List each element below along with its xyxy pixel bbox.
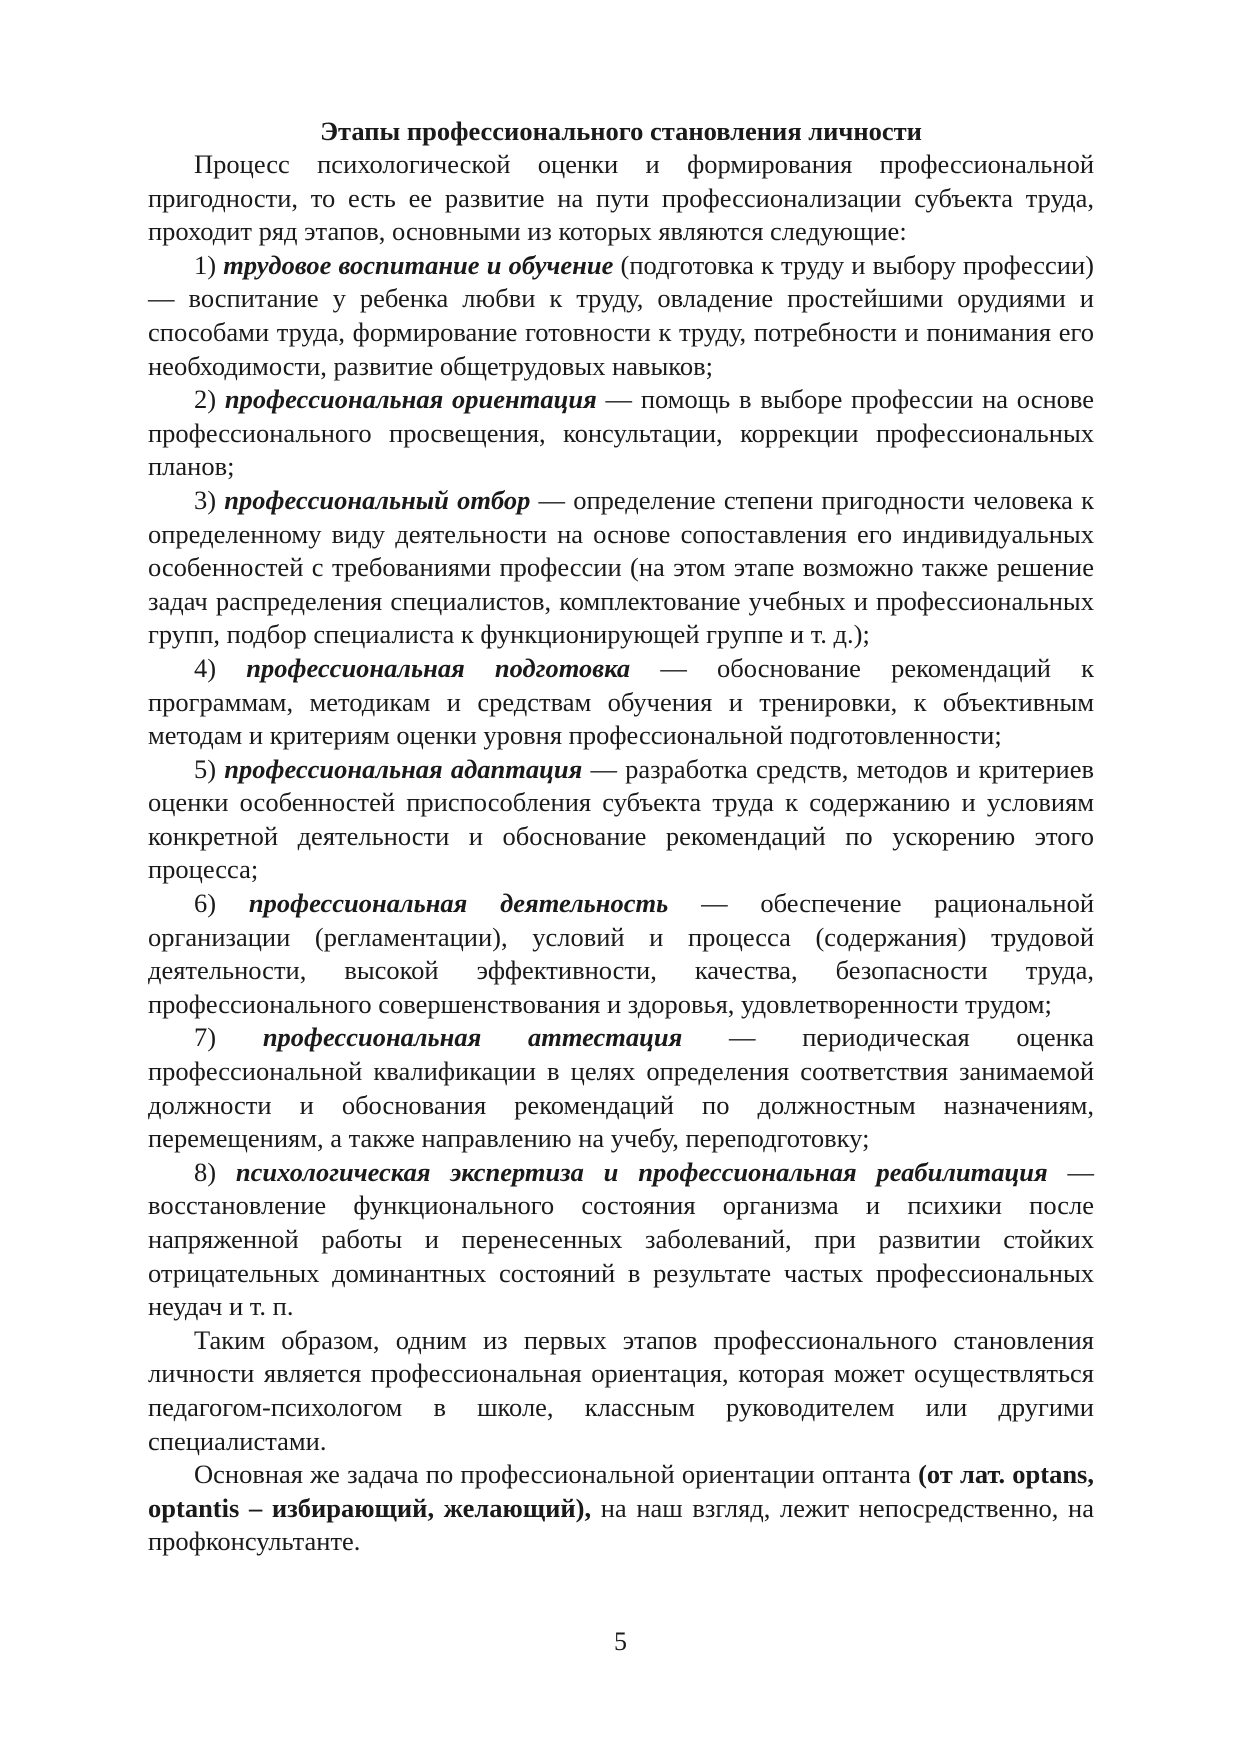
stage-item-8 [148, 1156, 1094, 1324]
stage-description: — обеспечение рациональной организации (регламентации), условий и процесса (содержания) трудовой деятельности, высокой эффективности, качества, безопасности труда, профессионального совершенствования и здоровья, удовлетворенности трудом; [148, 888, 1094, 1019]
stage-description: — восстановление функционального состояния организма и психики после напряженной работы и перенесенных заболеваний, при развитии стойких отрицательных доминантных состояний в результате частых профессиональных неудач и т. п. [148, 1156, 1095, 1322]
stage-term: профессиональная деятельность [248, 888, 669, 919]
document-page [148, 115, 1094, 1559]
stage-item-4 [148, 652, 1094, 753]
stage-description: — обоснование рекомендаций к программам, методикам и средствам обучения и тренировки, к объективным методам и критериям оценки уровня профессиональной подготовленности; [148, 652, 1095, 751]
stage-item-5 [148, 753, 1094, 887]
final-text-after: на наш взгляд, лежит непосредственно, на профконсультанте. [148, 1492, 1094, 1557]
stage-item-1 [148, 249, 1094, 383]
stage-description: — периодическая оценка профессиональной квалификации в целях определения соответствия занимаемой должности и обоснования рекомендаций по должностным назначениям, перемещениям, а также направлению на учебу, переподготовку; [148, 1022, 1095, 1154]
stage-number: 2) [194, 384, 217, 415]
stage-term: профессиональная ориентация [224, 384, 597, 415]
stage-number: 4) [194, 652, 217, 683]
stage-number: 5) [194, 753, 217, 784]
stage-number: 8) [194, 1156, 217, 1187]
page-title: Этапы профессионального становления личности [320, 116, 922, 146]
stage-item-2 [148, 383, 1094, 484]
stage-term: профессиональная адаптация [224, 753, 583, 784]
stage-number: 7) [194, 1022, 217, 1053]
stage-term: психологическая экспертиза и профессиональная реабилитация [235, 1156, 1048, 1187]
stage-term: профессиональный отбор [224, 484, 531, 515]
intro-paragraph: Процесс психологической оценки и формирования профессиональной пригодности, то есть ее развитие на пути профессионализации субъекта труда, проходит ряд этапов, основными из которых являются следующие: [148, 149, 1094, 247]
final-text-before: Основная же задача по профессиональной ориентации оптанта [194, 1459, 911, 1490]
stage-term: трудовое воспитание и обучение [223, 249, 614, 280]
stage-term: профессиональная подготовка [246, 652, 631, 683]
stage-number: 3) [194, 484, 217, 515]
stage-item-7 [148, 1021, 1094, 1155]
stage-description: (подготовка к труду и выбору профессии) — воспитание у ребенка любви к труду, овладение простейшими орудиями и способами труда, формирование готовности к труду, потребности и понимания его необходимости, развитие общетрудовых навыков; [148, 249, 1094, 381]
stage-item-6 [148, 887, 1094, 1021]
stage-description: — разработка средств, методов и критериев оценки особенностей приспособления субъекта труда к содержанию и условиям конкретной деятельности и обоснование рекомендаций по ускорению этого процесса; [148, 753, 1094, 885]
stage-item-3 [148, 484, 1094, 652]
final-paragraph [148, 1458, 1094, 1559]
stage-term: профессиональная аттестация [262, 1022, 683, 1053]
stage-description: — помощь в выборе профессии на основе профессионального просвещения, консультации, коррекции профессиональных планов; [148, 384, 1095, 482]
stage-description: — определение степени пригодности человека к определенному виду деятельности на основе сопоставления его индивидуальных особенностей с требованиями профессии (на этом этапе возможно также решение задач распределения специалистов, комплектование учебных и профессиональных групп, подбор специалиста к функционирующей группе и т. д.); [148, 484, 1094, 650]
etymology-note: (от лат. optans, optantis – избирающий, желающий), [148, 1459, 1094, 1523]
stage-number: 1) [194, 249, 217, 280]
stage-number: 6) [194, 888, 217, 919]
page-number: 5 [614, 1627, 627, 1656]
conclusion-paragraph: Таким образом, одним из первых этапов профессионального становления личности является профессиональная ориентация, которая может осуществляться педагогом-психологом в школе, классным руководителем или другими специалистами. [148, 1324, 1094, 1456]
